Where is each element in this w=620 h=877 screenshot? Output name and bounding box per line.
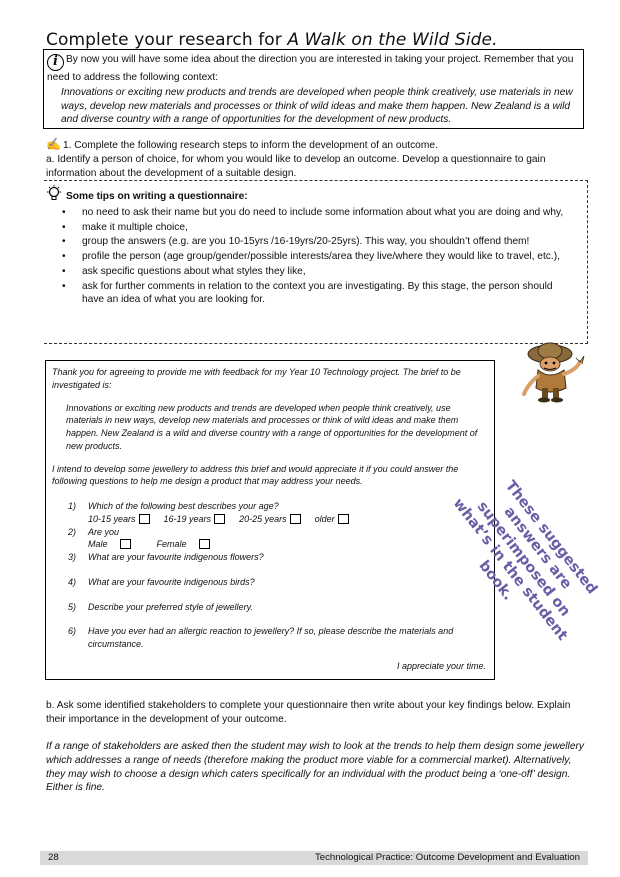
question-number: 6) [68, 626, 77, 637]
question-5 [68, 601, 486, 614]
pencil-icon: ✍ [46, 137, 61, 151]
checkbox-16-19[interactable] [214, 514, 225, 524]
book-title: Technological Practice: Outcome Development and Evaluation [314, 852, 580, 863]
superimposed-note: These suggested answers are superimposed on what’s in the student book. [449, 477, 601, 644]
tip-item: • ask specific questions about what styles they like, [46, 265, 577, 279]
tips-heading: Some tips on writing a questionnaire: [66, 191, 248, 202]
context-lead-row [47, 53, 577, 85]
option-label: Female [156, 539, 187, 550]
gender-options [68, 538, 486, 551]
question-text: Are you [88, 526, 120, 537]
age-options [68, 513, 486, 526]
question-6 [68, 625, 486, 651]
questionnaire-purpose: I intend to develop some jewellery to address this brief and would appreciate it if you could answer the following questions to help me design a product that may address your needs. [52, 463, 459, 487]
page-number: 28 [48, 852, 59, 863]
info-icon: i [47, 54, 64, 71]
question-list [52, 500, 486, 651]
checkbox-10-15[interactable] [139, 514, 150, 524]
option-label: Male [88, 539, 108, 550]
question-2 [68, 526, 486, 552]
step-1-part-b: b. Ask some identified stakeholders to complete your questionnaire then write about your key findings below. Explain their importance in the development of your outcome. [46, 700, 571, 725]
step-1-heading: 1. Complete the following research steps to inform the development of an outcome. [62, 140, 438, 151]
context-statement: Innovations or exciting new products and trends are developed when people think creatively, use materials in new ways, develop new materials and processes or think of wild ideas and make them happen. New Zealand is a wild and diverse country with a range of opportunities for the development of new products. [61, 86, 573, 126]
tip-item: • group the answers (e.g. are you 10-15yrs /16-19yrs/20-25yrs). This way, you shouldn’t offend them! [46, 235, 577, 249]
question-text: Have you ever had an allergic reaction to jewellery? If so, please describe the materials and circumstance. [88, 626, 454, 650]
context-box [43, 49, 584, 129]
checkbox-20-25[interactable] [290, 514, 301, 524]
question-text: Which of the following best describes your age? [88, 501, 279, 512]
question-number: 2) [68, 526, 77, 537]
checkbox-older[interactable] [338, 514, 349, 524]
questionnaire-brief: Innovations or exciting new products and trends are developed when people think creatively, use materials in new ways, develop new materials and processes or think of wild ideas and make them happen. New Zealand is a wild and diverse country with a range of opportunities for the development of new products. [66, 402, 478, 451]
tips-heading-row [46, 185, 577, 204]
tip-item: • make it multiple choice, [46, 221, 577, 235]
questionnaire-box [45, 360, 495, 680]
option-label: 16-19 years [163, 513, 212, 524]
questionnaire-intro: Thank you for agreeing to provide me with feedback for my Year 10 Technology project. The brief to be investigated is: [52, 367, 461, 390]
question-text: What are your favourite indigenous flowers? [88, 552, 264, 563]
step-1-part-a: a. Identify a person of choice, for whom you would like to develop an outcome. Develop a questionnaire to gain information about the development of a suitable design. [46, 153, 546, 179]
tip-item: • no need to ask their name but you do need to include some information about what you are doing and why, [46, 206, 577, 220]
step-1-heading-row [46, 136, 588, 153]
step-1 [46, 136, 588, 180]
lightbulb-icon [46, 185, 62, 203]
tips-list [46, 206, 577, 307]
context-lead: By now you will have some idea about the direction you are interested in taking your project. Remember that you need to address the following context: [47, 54, 574, 83]
option-label: older [314, 513, 335, 524]
title-italic: A Walk on the Wild Side. [287, 30, 498, 50]
page-footer [40, 851, 588, 865]
checkbox-female[interactable] [199, 539, 210, 549]
question-number: 3) [68, 552, 77, 563]
option-label: 10-15 years [88, 513, 136, 524]
suggested-answer: If a range of stakeholders are asked then the student may wish to look at the trends to help them design some jewellery which addresses a range of needs (therefore making the product more viable for a commercial market). Alternatively, they may wish to choose a design which caters specifically for an individual with the product being a ‘one-off’ design. Either is fine. [46, 741, 584, 794]
question-number: 4) [68, 576, 77, 587]
explorer-mascot-illustration [516, 340, 588, 404]
question-text: Describe your preferred style of jewellery. [88, 601, 253, 612]
checkbox-male[interactable] [120, 539, 131, 549]
question-text: What are your favourite indigenous birds? [88, 576, 255, 587]
question-1 [68, 500, 486, 526]
title-prefix: Complete your research for [46, 30, 288, 50]
question-4 [68, 576, 486, 589]
question-3 [68, 551, 486, 564]
option-label: 20-25 years [239, 513, 287, 524]
question-number: 1) [68, 501, 77, 512]
tips-box [44, 180, 588, 344]
question-number: 5) [68, 601, 77, 612]
questionnaire-thanks: I appreciate your time. [396, 661, 486, 672]
tip-item: • ask for further comments in relation to the context you are investigating. By this stage, the person should have an idea of what you are looking for. [46, 280, 577, 308]
tip-item: • profile the person (age group/gender/possible interests/area they live/where they would like to travel, etc.), [46, 250, 577, 264]
